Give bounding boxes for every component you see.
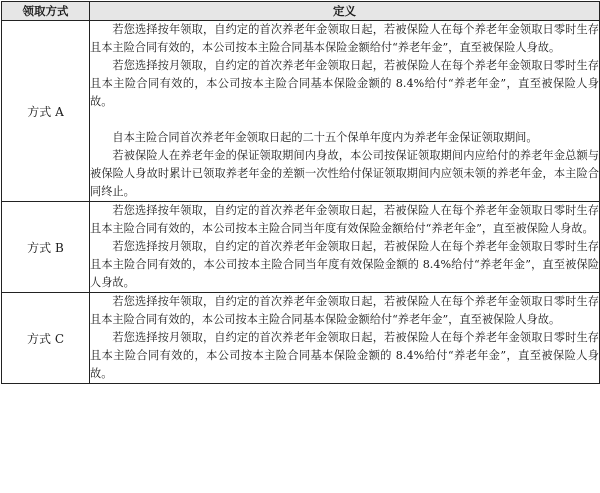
table-row [2, 202, 600, 293]
definition-paragraph: 若您选择按年领取，自约定的首次养老年金领取日起，若被保险人在每个养老年金领取日零时生存且本主险合同有效的，本公司按本主险合同基本保险金额给付“养老年金”，直至被保险人身故。 [90, 295, 599, 326]
table-row [2, 293, 600, 384]
definition-paragraph: 若您选择按月领取，自约定的首次养老年金领取日起，若被保险人在每个养老年金领取日零时生存且本主险合同有效的，本公司按本主险合同基本保险金额的 8.4%给付“养老年金”，直至被保险人身故。 [90, 331, 599, 380]
document-page [0, 1, 600, 493]
definition-paragraph: 若您选择按月领取，自约定的首次养老年金领取日起，若被保险人在每个养老年金领取日零时生存且本主险合同有效的，本公司按本主险合同基本保险金额的 8.4%给付“养老年金”，直至被保险人身故。 [90, 59, 599, 108]
method-label: 方式 A [2, 21, 90, 202]
header-definition: 定义 [90, 2, 600, 21]
definition-paragraph: 若被保险人在养老年金的保证领取期间内身故，本公司按保证领取期间内应给付的养老年金总额与被保险人身故时累计已领取养老年金的差额一次性给付保证领取期间内应领未领的养老年金，本主险合同终止。 [90, 149, 599, 198]
method-definition [90, 293, 600, 384]
header-method: 领取方式 [2, 2, 90, 21]
payout-method-table [1, 1, 600, 384]
method-definition [90, 202, 600, 293]
table-header-row [2, 2, 600, 21]
definition-paragraph: 若您选择按年领取，自约定的首次养老年金领取日起，若被保险人在每个养老年金领取日零时生存且本主险合同有效的，本公司按本主险合同当年度有效保险金额给付“养老年金”，直至被保险人身故。 [90, 204, 599, 235]
definition-paragraph: 若您选择按年领取，自约定的首次养老年金领取日起，若被保险人在每个养老年金领取日零时生存且本主险合同有效的，本公司按本主险合同基本保险金额给付“养老年金”，直至被保险人身故。 [90, 23, 599, 54]
table-row [2, 21, 600, 202]
method-label: 方式 C [2, 293, 90, 384]
definition-paragraph: 若您选择按月领取，自约定的首次养老年金领取日起，若被保险人在每个养老年金领取日零时生存且本主险合同有效的，本公司按本主险合同当年度有效保险金额的 8.4%给付“养老年金”，直至被保险人身故。 [90, 240, 599, 289]
method-definition [90, 21, 600, 202]
method-label: 方式 B [2, 202, 90, 293]
definition-paragraph: 自本主险合同首次养老年金领取日起的二十五个保单年度内为养老年金保证领取期间。 [112, 131, 538, 144]
